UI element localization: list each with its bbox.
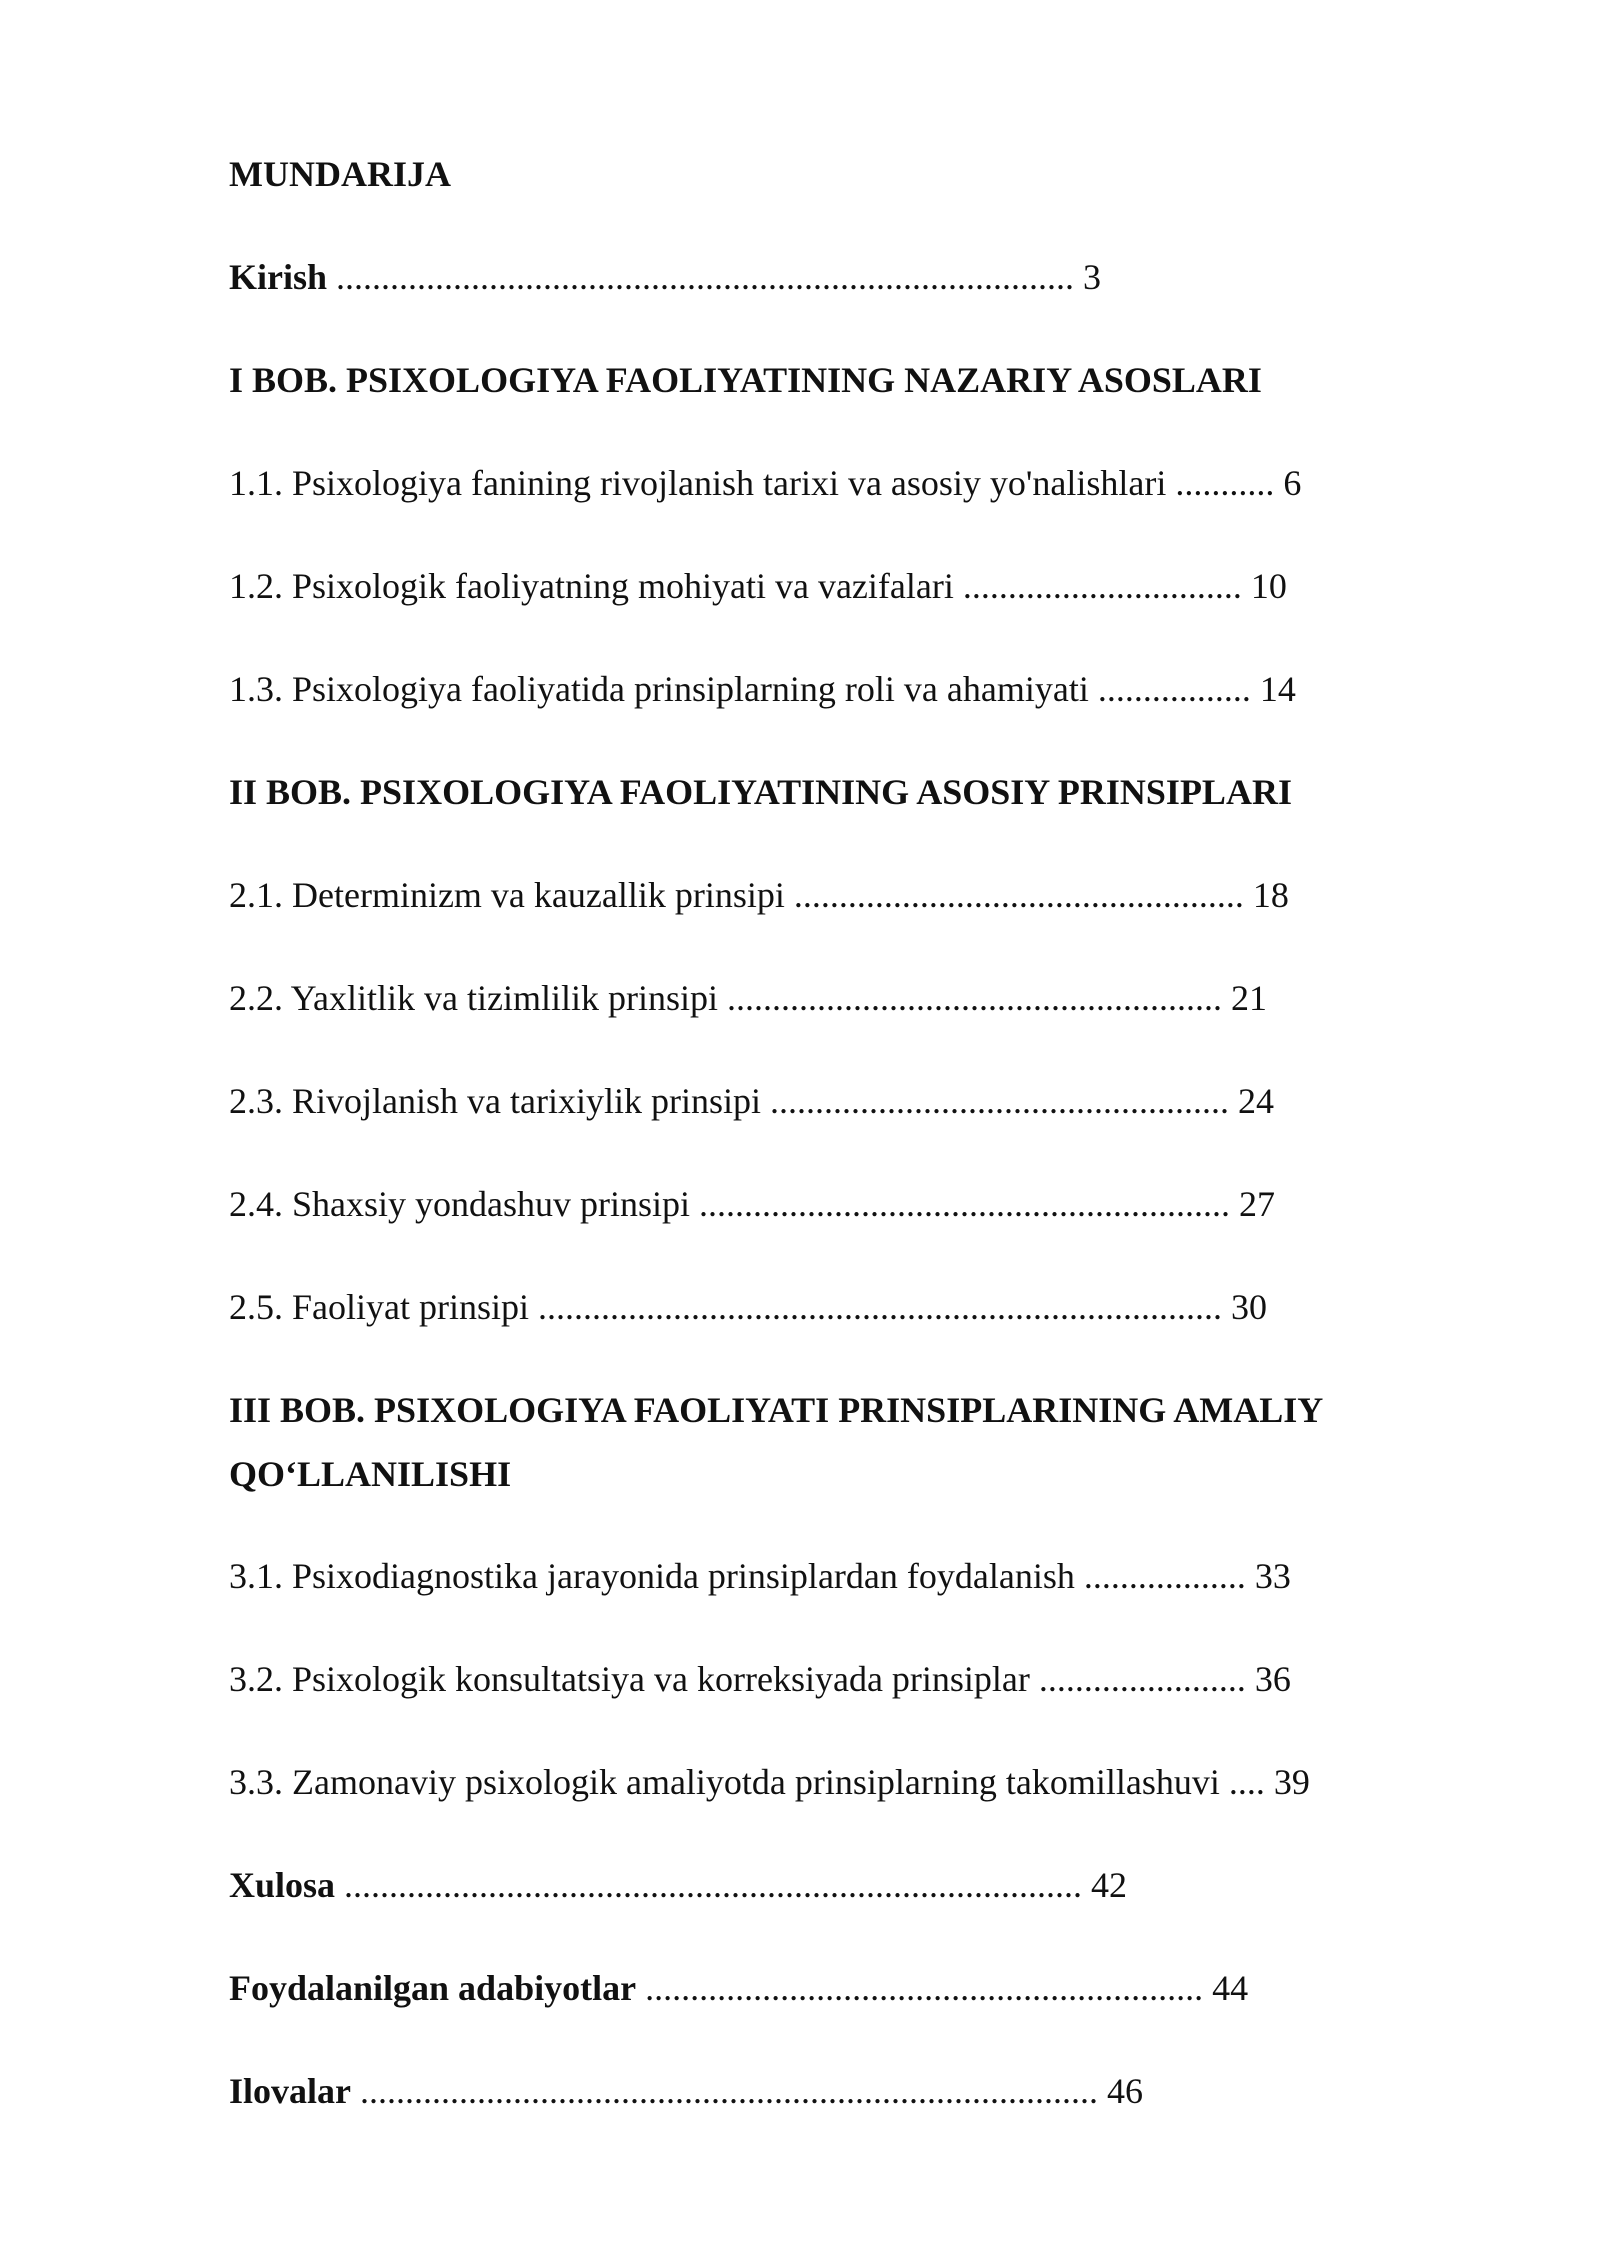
toc-entry-page: 36 [1254, 1659, 1291, 1699]
toc-entry-leader: .................. [1083, 1556, 1246, 1596]
toc-entry-label: 2.3. Rivojlanish va tarixiylik prinsipi [229, 1081, 761, 1121]
toc-entry-label: Xulosa [229, 1865, 336, 1905]
toc-entry-1-1[interactable] [229, 461, 1301, 505]
toc-entry-label: 3.1. Psixodiagnostika jarayonida prinsiplardan foydalanish [229, 1556, 1075, 1596]
toc-chapter-2[interactable]: II BOB. PSIXOLOGIYA FAOLIYATINING ASOSIY PRINSIPLARI [229, 772, 1292, 812]
toc-entry-leader: ............................... [962, 566, 1242, 606]
toc-entry-page: 24 [1237, 1081, 1274, 1121]
toc-chapter-3[interactable]: III BOB. PSIXOLOGIYA FAOLIYATI PRINSIPLARINING AMALIY QO‘LLANILISHI [229, 1390, 1322, 1494]
toc-entry-page: 42 [1091, 1865, 1128, 1905]
toc-entry-1-3[interactable] [229, 667, 1296, 711]
toc-entry-ilovalar[interactable] [229, 2069, 1143, 2113]
toc-entry-label: 2.4. Shaxsiy yondashuv prinsipi [229, 1184, 691, 1224]
toc-entry-page: 46 [1107, 2071, 1143, 2111]
toc-entry-leader: .............................................................. [645, 1968, 1204, 2008]
toc-entry-leader: ................................................... [769, 1081, 1229, 1121]
toc-entry-label: Kirish [229, 257, 328, 297]
toc-entry-leader: .................................................................................. [344, 1865, 1083, 1905]
toc-entry-page: 21 [1231, 978, 1268, 1018]
toc-entry-label: 2.2. Yaxlitlik va tizimlilik prinsipi [229, 978, 719, 1018]
toc-entry-label: Foydalanilgan adabiyotlar [229, 1968, 637, 2008]
toc-entry-label: 3.2. Psixologik konsultatsiya va korreksiyada prinsiplar [229, 1659, 1030, 1699]
toc-entry-3-3[interactable] [229, 1760, 1310, 1804]
toc-entry-page: 6 [1283, 463, 1302, 503]
toc-entry-leader: ........... [1175, 463, 1275, 503]
toc-entry-label: 3.3. Zamonaviy psixologik amaliyotda prinsiplarning takomillashuvi [229, 1762, 1220, 1802]
toc-entry-2-3[interactable] [229, 1079, 1274, 1123]
toc-entry-page: 27 [1239, 1184, 1276, 1224]
toc-entry-adabiyotlar[interactable] [229, 1966, 1248, 2010]
toc-entry-leader: ....................................................... [727, 978, 1223, 1018]
toc-entry-leader: ................. [1097, 669, 1251, 709]
toc-entry-xulosa[interactable] [229, 1863, 1127, 1907]
toc-entry-leader: .................................................................................. [336, 257, 1075, 297]
toc-entry-2-5[interactable] [229, 1285, 1267, 1329]
toc-entry-page: 33 [1254, 1556, 1291, 1596]
toc-entry-label: 2.1. Determinizm va kauzallik prinsipi [229, 875, 785, 915]
toc-entry-3-1[interactable] [229, 1554, 1291, 1598]
toc-entry-leader: .... [1228, 1762, 1265, 1802]
toc-chapter-1[interactable]: I BOB. PSIXOLOGIYA FAOLIYATINING NAZARIY ASOSLARI [229, 360, 1262, 400]
toc-entry-page: 30 [1231, 1287, 1267, 1327]
toc-entry-label: 2.5. Faoliyat prinsipi [229, 1287, 529, 1327]
toc-entry-kirish[interactable] [229, 255, 1101, 299]
toc-entry-page: 3 [1083, 257, 1102, 297]
toc-entry-2-4[interactable] [229, 1182, 1275, 1226]
toc-entry-leader: ........................................................... [699, 1184, 1231, 1224]
toc-heading: MUNDARIJA [229, 154, 451, 194]
toc-entry-3-2[interactable] [229, 1657, 1291, 1701]
toc-entry-page: 39 [1273, 1762, 1310, 1802]
toc-entry-leader: ............................................................................ [538, 1287, 1222, 1327]
toc-entry-label: 1.3. Psixologiya faoliyatida prinsiplarning roli va ahamiyati [229, 669, 1089, 709]
toc-entry-page: 44 [1212, 1968, 1249, 2008]
toc-entry-label: Ilovalar [229, 2071, 351, 2111]
toc-entry-2-2[interactable] [229, 976, 1267, 1020]
toc-entry-2-1[interactable] [229, 873, 1289, 917]
toc-entry-page: 10 [1250, 566, 1287, 606]
toc-entry-1-2[interactable] [229, 564, 1287, 608]
toc-entry-page: 14 [1259, 669, 1296, 709]
toc-entry-page: 18 [1252, 875, 1289, 915]
toc-entry-leader: .................................................................................. [360, 2071, 1098, 2111]
toc-entry-leader: .................................................. [793, 875, 1244, 915]
toc-entry-leader: ....................... [1038, 1659, 1246, 1699]
toc-entry-label: 1.2. Psixologik faoliyatning mohiyati va vazifalari [229, 566, 954, 606]
toc-entry-label: 1.1. Psixologiya fanining rivojlanish tarixi va asosiy yo'nalishlari [229, 463, 1167, 503]
